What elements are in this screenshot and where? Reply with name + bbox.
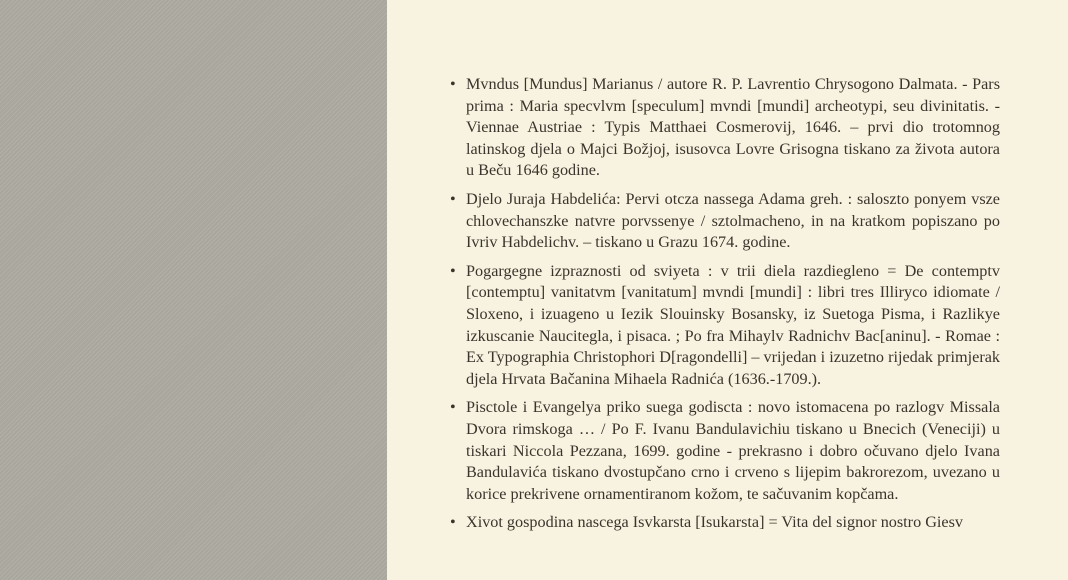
book-entry: [448, 512, 1000, 534]
entry-text: Pogargegne izpraznosti od sviyeta : v trii diela razdiegleno = De contemptv [contemptu] vanitatvm [vanitatum] mvndi [mundi] : libri tres Illiryco idiomate / Sloxeno, i izuageno u Iezik Slouinsky Bosansky, iz Suetoga Pisma, i Razlikye izkuscanie Naucitegla, i pisaca. ; Po fra Mihaylv Radnichv Bac[aninu]. - Romae : Ex Typographia Christophori D[ragondelli] – vrijedan i izuzetno rijedak primjerak djela Hrvata Bačanina Mihaela Radnića (1636.-1709.).: [466, 261, 1000, 388]
entry-text: Xivot gospodina nascega Isvkarsta [Isukarsta] = Vita del signor nostro Giesv: [466, 513, 963, 532]
book-entry-list: [448, 74, 1000, 541]
book-entry: [448, 261, 1000, 391]
bullet-icon: •: [450, 513, 456, 532]
bullet-icon: •: [450, 398, 456, 417]
bullet-icon: •: [450, 261, 456, 280]
entry-text: Djelo Juraja Habdelića: Pervi otcza nassega Adama greh. : saloszto ponyem vsze chlovechanszke natvre porvssenye / sztolmacheno, in na kratkom popiszano po Ivriv Habdelichv. – tiskano u Grazu 1674. godine.: [466, 189, 1000, 252]
book-entry: [448, 189, 1000, 254]
book-entry: [448, 74, 1000, 182]
bullet-icon: •: [450, 75, 456, 93]
grey-left-panel: [0, 0, 387, 580]
bullet-icon: •: [450, 189, 456, 208]
entry-text: Mvndus [Mundus] Marianus / autore R. P. Lavrentio Chrysogono Dalmata. - Pars prima : Maria specvlvm [speculum] mvndi [mundi] archeotypi, seu divinitatis. - Viennae Austriae : Typis Matthaei Cosmerovij, 1646. – prvi dio trotomnog latinskog djela o Majci Božjoj, isusovca Lovre Grisogna tiskano za života autora u Beču 1646 godine.: [466, 75, 1000, 180]
book-entry: [448, 397, 1000, 505]
entry-text: Pisctole i Evangelya priko suega godiscta : novo istomacena po razlogv Missala Dvora rimskoga … / Po F. Ivanu Bandulavichiu tiskano u Bnecich (Veneciji) u tiskari Niccola Pezzana, 1699. godine - prekrasno i dobro očuvano djelo Ivana Bandulavića tiskano dvostupčano crno i crveno s lijepim bakrorezom, uvezano u korice prekrivene ornamentiranom kožom, te sačuvanim kopčama.: [466, 398, 1000, 503]
